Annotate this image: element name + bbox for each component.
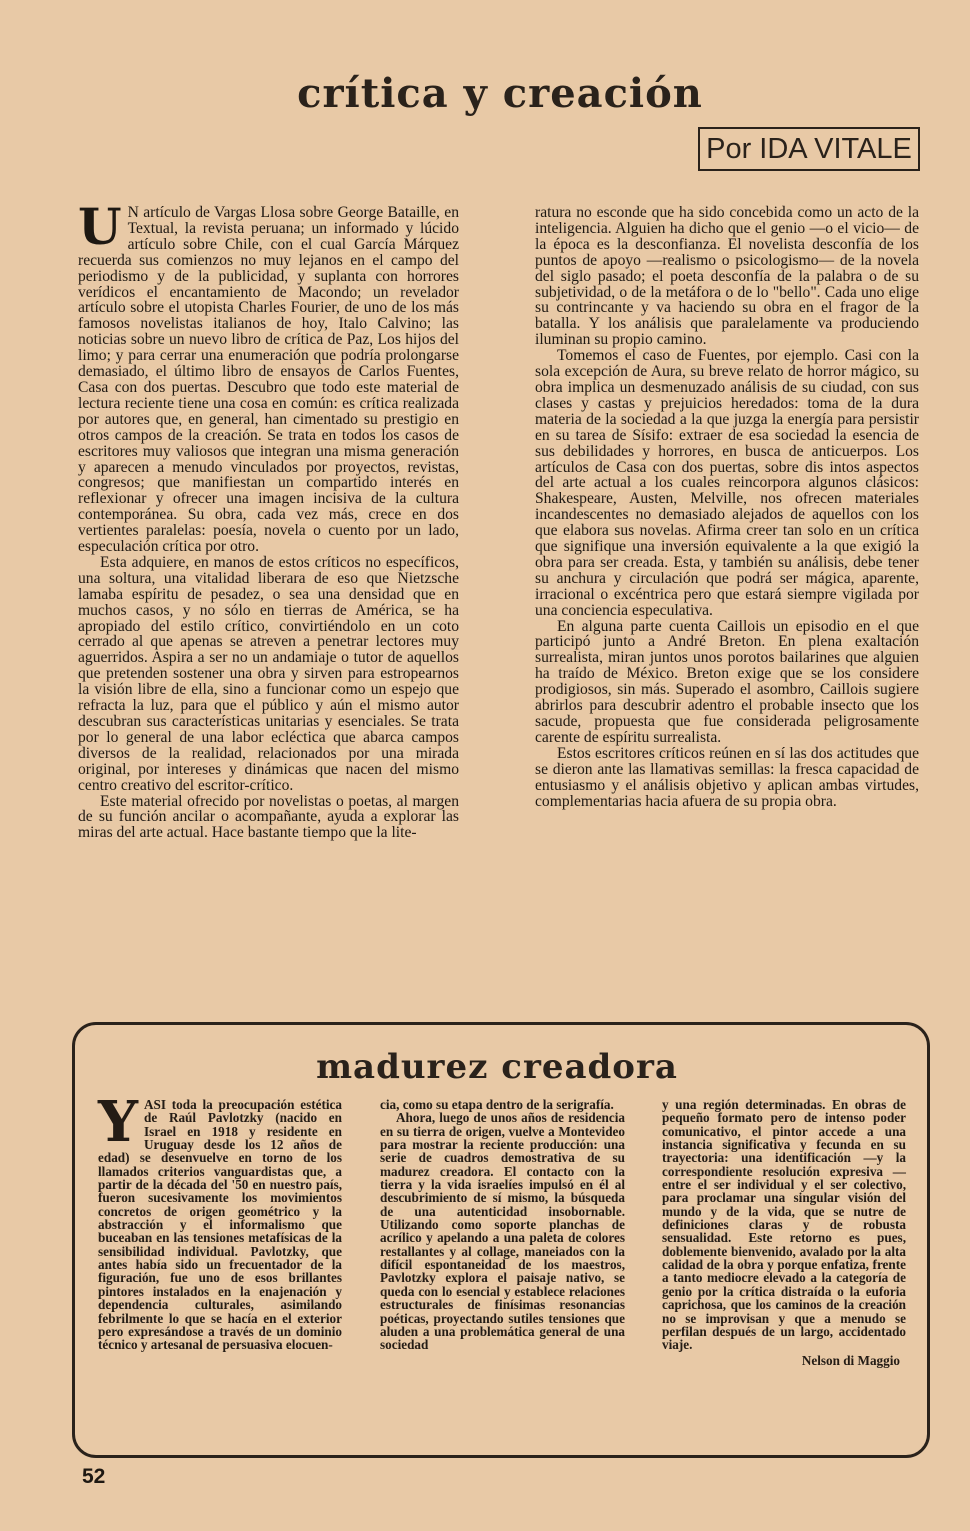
review-signature: Nelson di Maggio — [801, 1352, 900, 1368]
review-paragraph: Ahora, luego de unos años de residencia en su tierra de origen, vuelve a Montevideo para mostrar la reciente producción: una serie de cuadros demostrativa de su madurez creadora. El contacto con la tierra y la vida israelíes impulsó en él al descubrimiento de sí mismo, la búsqueda de una autenticidad insobornable. Utilizando como soporte planchas de acrílico y apelando a una paleta de colores restallantes y al collage, maneiados con la difícil espontaneidad de los maestros, Pavlotzky explora el paisaje nativo, se queda con lo esencial y establece relaciones estructurales de finísimas resonancias poéticas, proyectando sutiles tensiones que aluden a una problemática general de una sociedad — [380, 1110, 625, 1353]
paragraph-text: ASI toda la preocupación estética de Raúl Pavlotzky (nacido en Israel en 1918 y residente en Uruguay desde los 12 años de edad) se desenvuelve en torno de los llamados criterios vanguardistas que, a partir de la década del '50 en nuestro país, fueron sucesivamente los movimientos concretos de origen geométrico y la abstracción y el informalismo que buceaban en las tensiones metafísicas de la sensibilidad individual. Pavlotzky, que antes había sido un frecuentador de la figuración, fue uno de esos brillantes pintores instalados en la enajenación y dependencia culturales, asimilando febrilmente lo que se hacía en el exterior pero expresándose a través de un dominio técnico y artesanal de persuasiva elocuen- — [98, 1097, 342, 1353]
article-paragraph — [78, 197, 459, 556]
article-paragraph: En alguna parte cuenta Caillois un episodio en el que participó junto a André Breton. En plena exaltación surrealista, miran juntos unos porotos bailarines que alguien ha traído de México. Breton exige que se los considere prodigiosos, sin más. Superado el asombro, Caillois sugiere abrirlos para descubrir adentro el probable insecto que los sacude, propuesta que fue considerada peligrosamente carente de espíritu surrealista. — [535, 617, 919, 746]
page-number: 52 — [82, 1465, 106, 1488]
article-paragraph: Tomemos el caso de Fuentes, por ejemplo. Casi con la sola excepción de Aura, su breve relato de horror mágico, su obra implica un desmenuzado análisis de su ciudad, con sus clases y castas y prejuicios heredados: toma de la dura materia de la sociedad a la que juzga la energía para persistir en su tarea de Sísifo: extraer de esa sociedad la esencia de sus debilidades y horrores, en busca de anticuerpos. Los artículos de Casa con dos puertas, sobre dis intos aspectos del arte actual a los cuales reincorpora algunos clásicos: Shakespeare, Austen, Melville, nos ofrecen materiales incandescentes no demasiado alejados de aquellos con los que elabora sus novelas. Afirma creer tan solo en un crítica que signifique una inversión equivalente a la que exigió la obra para ser creada. Esta, y también su análisis, debe tener su anchura y circulación que podrá ser mágica, aparente, irracional o excéntrica pero que estará siempre vigilada por una conciencia especulativa. — [535, 347, 919, 619]
byline-box: Por IDA VITALE — [698, 127, 920, 171]
review-column-3 — [662, 1098, 906, 1367]
article-paragraph: Estos escritores críticos reúnen en sí las dos actitudes que se dieron ante las llamativas semillas: la fresca capacidad de entusiasmo y el análisis objetivo y aplican ambas virtudes, complementarias hacia afuera de su propia obra. — [535, 744, 919, 810]
review-column-1 — [98, 1089, 342, 1353]
article-column-1 — [78, 197, 459, 842]
article-column-2 — [535, 205, 919, 809]
paragraph-text: N artículo de Vargas Llosa sobre George Bataille, en Textual, la revista peruana; un informado y lúcido artículo sobre Chile, con el cual García Márquez recuerda sus comienzos no muy lejanos en el campo del periodismo y de la publicidad, y suplanta con horrores verídicos el encantamiento de Macondo; un revelador artículo sobre el utopista Charles Fourier, de uno de los más famosos novelistas italianos de hoy, Italo Calvino; las noticias sobre un nuevo libro de crítica de Paz, Los hijos del limo; y para cerrar una enumeración que podría prolongarse demasiado, el último libro de ensayos de Carlos Fuentes, Casa con dos puertas. Descubro que todo este material de lectura reciente tiene una cosa en común: es crítica realizada por autores que, en general, han cimentado su prestigio en otros campos de la creación. Se trata en todos los casos de escritores muy valiosos que integran una misma generación y aparecen a menudo vinculados por proyectos, revistas, congresos; que manifiestan un compartido interés en reflexionar y ofrecer una imagen incisiva de la cultura contemporánea. Su obra, cada vez más, crece en dos vertientes paralelas: poesía, novela o cuento por un lado, especulación crítica por otro. — [78, 204, 459, 556]
article-paragraph: ratura no esconde que ha sido concebida como un acto de la inteligencia. Alguien ha dicho que el genio —o el vicio— de la época es la desconfianza. El novelista desconfía de los puntos de apoyo —realismo o psicologismo— de la novela del siglo pasado; el poeta desconfía de la palabra o de su subjetividad, o de la metáfora o de lo "bello". Cada uno elige su contrincante y va haciendo su obra en el fragor de la batalla. Y los análisis que paralelamente va produciendo iluminan su propio camino. — [535, 204, 919, 349]
article-paragraph: Este material ofrecido por novelistas o poetas, al margen de su función ancilar o acompañante, ayuda a explorar las miras del arte actual. Hace bastante tiempo que la lite- — [78, 792, 459, 842]
drop-cap: U — [78, 197, 122, 256]
review-paragraph: cia, como su etapa dentro de la serigrafía. — [380, 1097, 614, 1112]
article-title: crítica y creación — [297, 70, 703, 117]
review-title: madurez creadora — [316, 1047, 678, 1087]
review-paragraph — [98, 1089, 342, 1353]
drop-cap: Y — [98, 1089, 138, 1155]
review-column-2 — [380, 1098, 625, 1352]
review-paragraph: y una región determinadas. En obras de pequeño formato pero de intenso poder comunicativo, el pintor accede a una instancia significativa y fecunda en su trayectoria: una identificación —y la correspondiente resolución expresiva —entre el ser individual y el ser colectivo, para proclamar una singular visión del mundo y de la vida, que se nutre de definiciones claras y de robusta sensualidad. Este retorno es pues, doblemente bienvenido, avalado por la alta calidad de la obra y porque enfatiza, frente a tanto mediocre elevado a la categoría de genio por la crítica distraída o la euforia caprichosa, que los caminos de la creación no se improvisan y que a menudo se perfilan después de un largo, accidentado viaje. — [662, 1097, 906, 1353]
article-paragraph: Esta adquiere, en manos de estos críticos no específicos, una soltura, una vitalidad liberara de eso que Nietzsche lamaba espíritu de pesadez, o sea una densidad que en muchos casos, y no sólo en tierras de América, se ha apropiado del estilo crítico, convirtiéndolo en un coto cerrado al que apenas se atreven a penetrar lectores muy aguerridos. Aspira a ser no un andamiaje o tutor de aquellos que pretenden sostener una obra y sirven para estropearnos la visión libre de ella, sino a funcionar como un espejo que refracta la luz, para que el público y aún el mismo autor descubran sus características unitarias y esenciales. Se trata por lo general de una labor ecléctica que abarca campos diversos de la realidad, relacionados por una mirada original, por intereses y dinámicas que nacen del mismo centro creativo del escritor-crítico. — [78, 553, 459, 794]
